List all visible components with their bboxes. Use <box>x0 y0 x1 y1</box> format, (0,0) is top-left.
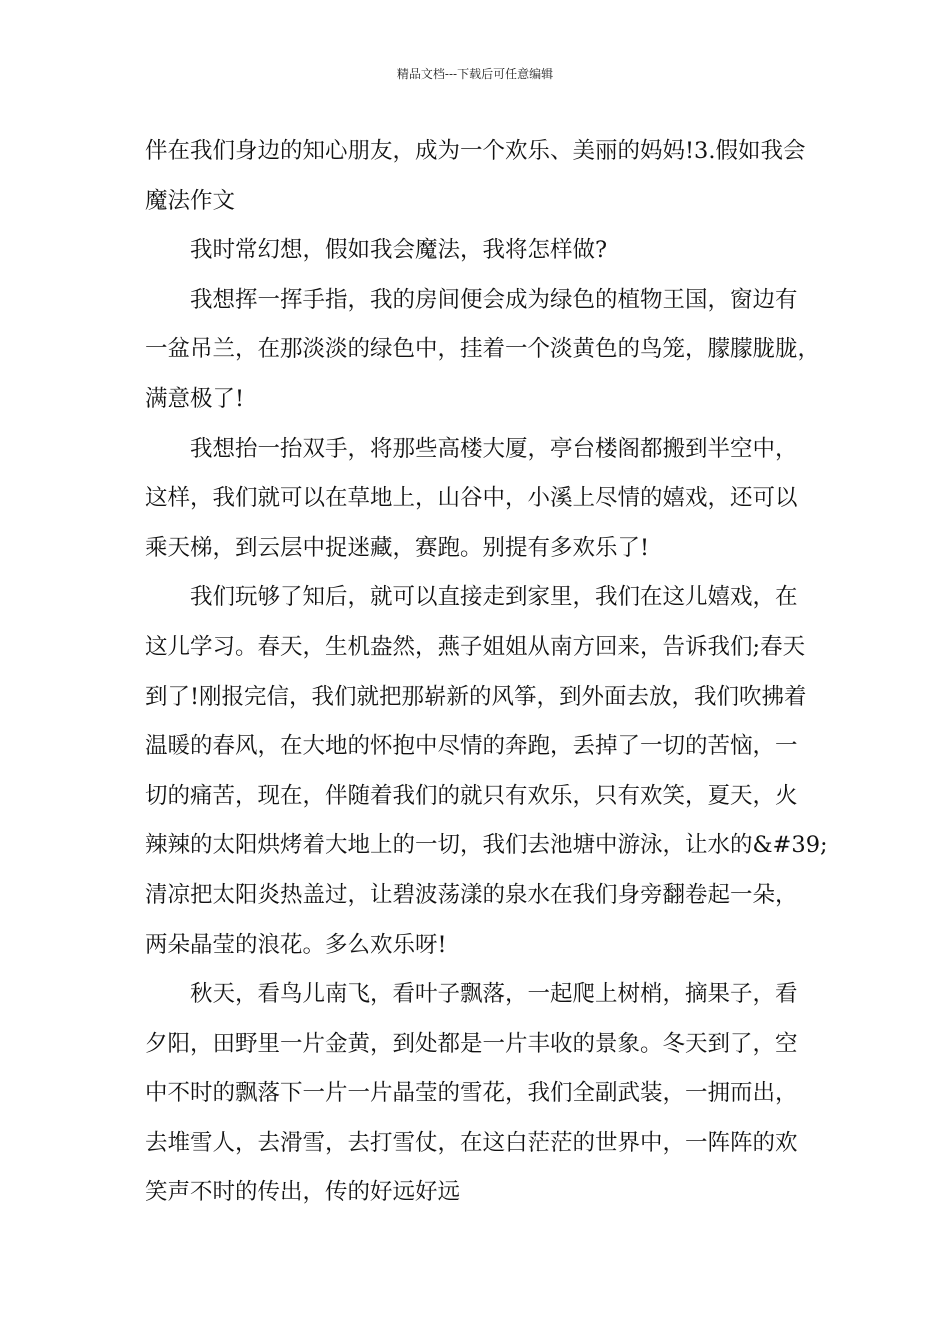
text-line: 夕阳，田野里一片金黄，到处都是一片丰收的景象。冬天到了，空 <box>145 1030 798 1057</box>
page-header: 精品文档---下载后可任意编辑 <box>396 67 554 81</box>
text-line: 笑声不时的传出，传的好远好远 <box>145 1179 461 1206</box>
text-line: 去堆雪人，去滑雪，去打雪仗，在这白茫茫的世界中，一阵阵的欢 <box>145 1129 798 1156</box>
text-line: 乘天梯，到云层中捉迷藏，赛跑。别提有多欢乐了! <box>145 534 650 561</box>
text-line: 切的痛苦，现在，伴随着我们的就只有欢乐，只有欢笑，夏天，火 <box>145 782 798 809</box>
paragraph-first-line: 秋天，看鸟儿南飞，看叶子飘落，一起爬上树梢，摘果子，看 <box>190 981 798 1008</box>
text-line: 伴在我们身边的知心朋友，成为一个欢乐、美丽的妈妈!3.假如我会 <box>145 138 806 164</box>
document-body <box>145 127 828 1218</box>
text-line: 清凉把太阳炎热盖过，让碧波荡漾的泉水在我们身旁翻卷起一朵， <box>145 881 798 908</box>
text-line: 这儿学习。春天，生机盎然，燕子姐姐从南方回来，告诉我们;春天 <box>145 633 806 660</box>
paragraph-first-line: 我时常幻想，假如我会魔法，我将怎样做? <box>190 237 608 264</box>
paragraph-first-line: 我想挥一挥手指，我的房间便会成为绿色的植物王国，窗边有 <box>190 286 798 313</box>
text-line: 满意极了! <box>145 385 245 412</box>
text-line: 两朵晶莹的浪花。多么欢乐呀! <box>145 931 447 958</box>
text-line: 辣辣的太阳烘烤着大地上的一切，我们去池塘中游泳，让水的&#39; <box>145 832 828 859</box>
text-line: 一盆吊兰，在那淡淡的绿色中，挂着一个淡黄色的鸟笼，朦朦胧胧， <box>145 336 821 363</box>
paragraph-first-line: 我想抬一抬双手，将那些高楼大厦，亭台楼阁都搬到半空中， <box>190 435 798 462</box>
text-line: 中不时的飘落下一片一片晶莹的雪花，我们全副武装，一拥而出， <box>145 1080 798 1107</box>
paragraph-first-line: 我们玩够了知后，就可以直接走到家里，我们在这儿嬉戏，在 <box>190 584 798 611</box>
text-line: 到了!刚报完信，我们就把那崭新的风筝，到外面去放，我们吹拂着 <box>145 683 807 710</box>
text-line: 温暖的春风，在大地的怀抱中尽情的奔跑，丢掉了一切的苦恼，一 <box>145 733 798 760</box>
text-line: 这样，我们就可以在草地上，山谷中，小溪上尽情的嬉戏，还可以 <box>145 485 798 512</box>
text-line: 魔法作文 <box>145 187 236 214</box>
